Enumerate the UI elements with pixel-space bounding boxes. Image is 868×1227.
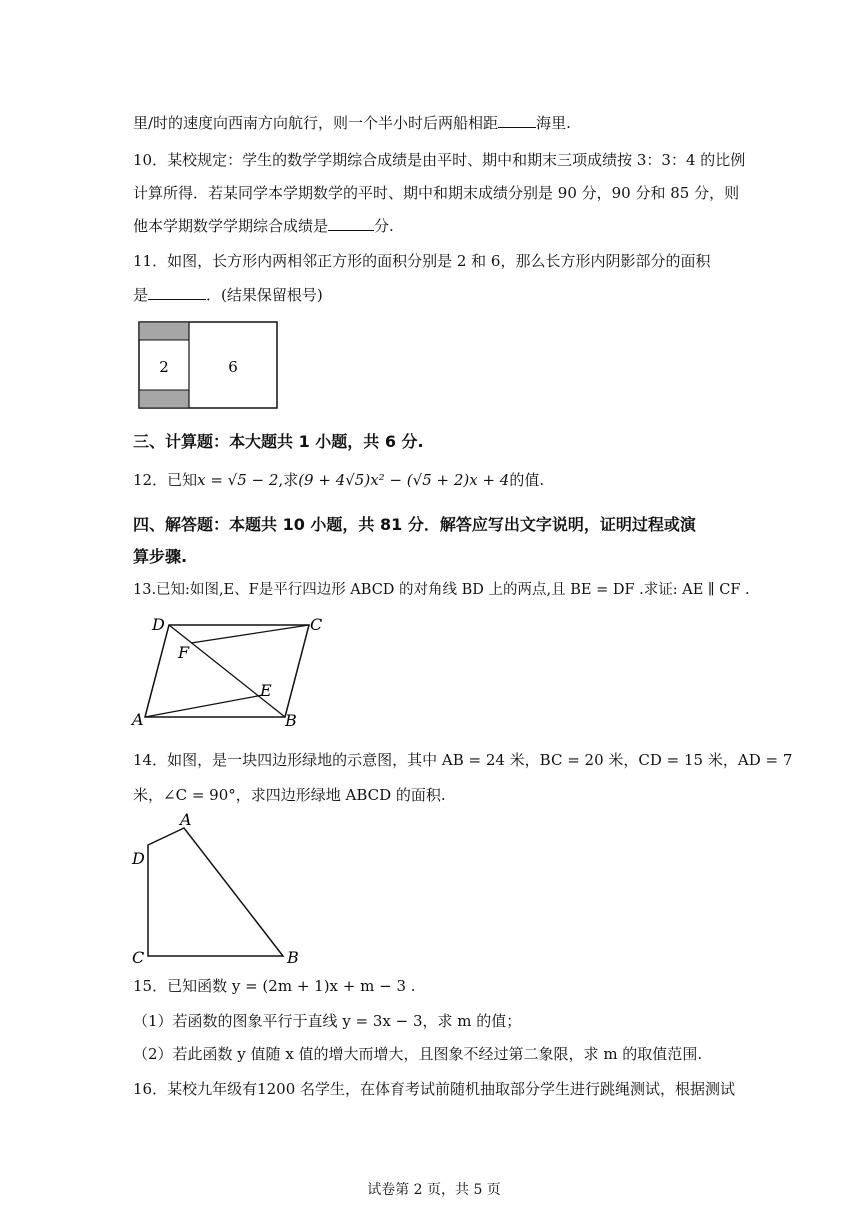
label-f: F — [178, 643, 190, 662]
q11-rectangle-figure — [138, 321, 280, 411]
q16-line1: 16．某校九年级有1200 名学生，在体育考试前随机抽取部分学生进行跳绳测试，根据测试 — [133, 1080, 736, 1098]
q15-line2: （1）若函数的图象平行于直线 y = 3x − 3，求 m 的值； — [133, 1012, 522, 1030]
q15-line3: （2）若此函数 y 值随 x 值的增大而增大，且图象不经过第二象限，求 m 的取值范围. — [133, 1045, 703, 1063]
square-label-6: 6 — [228, 358, 238, 376]
q10-line2: 计算所得．若某同学本学期数学的平时、期中和期末成绩分别是 90 分，90 分和 85 分，则 — [133, 184, 740, 202]
q9-answer-blank — [498, 113, 536, 128]
label-d: D — [152, 615, 165, 634]
q11-line1: 11．如图，长方形内两相邻正方形的面积分别是 2 和 6，那么长方形内阴影部分的面积 — [133, 252, 711, 270]
label-a: A — [180, 810, 192, 829]
q10-line3 — [133, 216, 394, 236]
section4-title-line1: 四、解答题：本题共 10 小题，共 81 分．解答应写出文字说明，证明过程或演 — [133, 515, 696, 534]
label-b: B — [285, 711, 297, 730]
page-footer: 试卷第 2 页，共 5 页 — [367, 1182, 501, 1198]
q14-line1: 14．如图，是一块四边形绿地的示意图，其中 AB = 24 米，BC = 20 米，CD = 15 米，AD = 7 — [133, 751, 793, 769]
q12-prefix: 12．已知 — [133, 471, 198, 489]
q10-line1: 10．某校规定：学生的数学学期综合成绩是由平时、期中和期末三项成绩按 3：3：4 的比例 — [133, 151, 746, 169]
q12-line — [133, 470, 544, 490]
section4-title-line2: 算步骤. — [133, 547, 188, 566]
q10-text-b: 分. — [374, 217, 394, 235]
shaded-bottom — [139, 390, 189, 408]
q13-text: 13.已知:如图,E、F是平行四边形 ABCD 的对角线 BD 上的两点,且 BE = DF .求证: AE ∥ CF . — [133, 582, 750, 598]
q11-text-b: ．(结果保留根号) — [206, 286, 323, 304]
q9-text-b: 海里. — [536, 114, 571, 132]
q12-suffix: 的值. — [509, 471, 545, 489]
square-label-2: 2 — [159, 358, 169, 376]
q12-expr-x: x = √5 − 2 — [197, 471, 279, 489]
diagonal-bd — [169, 625, 285, 717]
q9-tail-line — [133, 113, 571, 133]
segment-ae — [145, 695, 263, 717]
q14-quadrilateral-figure — [130, 810, 310, 970]
q13-parallelogram-figure — [130, 610, 330, 730]
q15-line1: 15．已知函数 y = (2m + 1)x + m − 3 . — [133, 977, 416, 995]
label-b: B — [287, 948, 299, 967]
label-a: A — [132, 710, 144, 729]
quadrilateral-abcd — [148, 828, 283, 956]
shaded-top — [139, 322, 189, 340]
label-c: C — [132, 948, 145, 967]
segment-cf — [191, 625, 309, 643]
q11-line2 — [133, 285, 323, 305]
q11-text-a: 是 — [133, 286, 149, 304]
label-d: D — [132, 849, 145, 868]
q14-line2: 米，∠C = 90°，求四边形绿地 ABCD 的面积. — [133, 786, 446, 804]
q11-answer-blank — [148, 285, 206, 300]
label-c: C — [310, 615, 323, 634]
q10-text-a: 他本学期数学学期综合成绩是 — [133, 217, 329, 235]
q9-text-a: 里/时的速度向西南方向航行，则一个半小时后两船相距 — [133, 114, 499, 132]
section3-title: 三、计算题：本大题共 1 小题，共 6 分. — [133, 432, 424, 451]
q12-mid: ,求 — [278, 471, 299, 489]
q10-answer-blank — [328, 216, 374, 231]
q12-expr-main: (9 + 4√5)x² − (√5 + 2)x + 4 — [298, 471, 510, 489]
label-e: E — [260, 681, 272, 700]
